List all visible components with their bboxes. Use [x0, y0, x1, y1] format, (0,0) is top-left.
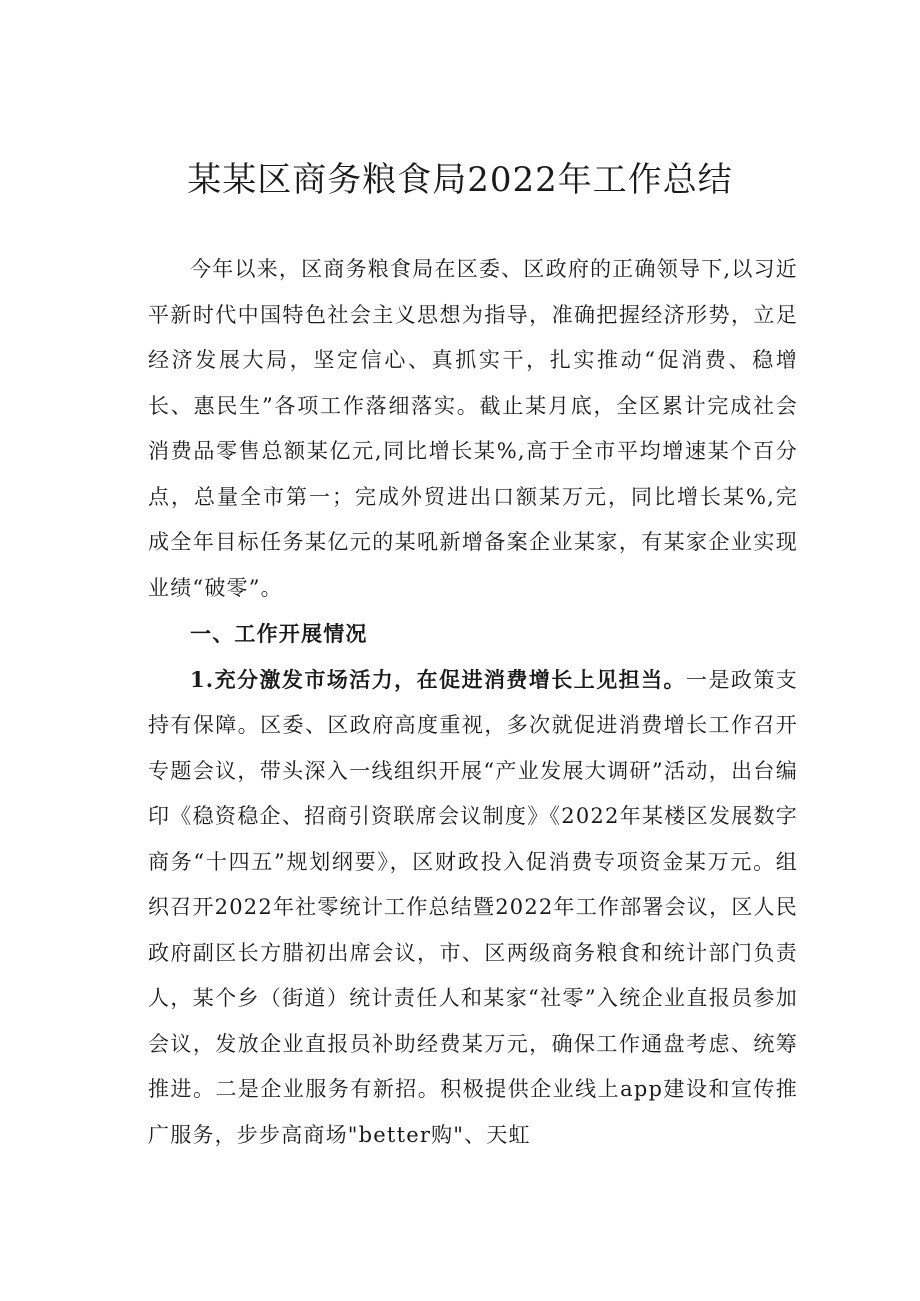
document-body [148, 247, 798, 1158]
item-1-paragraph [148, 657, 798, 1159]
document-title: 某某区商务粮食局2022年工作总结 [187, 160, 733, 200]
intro-paragraph: 今年以来，区商务粮食局在区委、区政府的正确领导下,以习近平新时代中国特色社会主义思想为指导，准确把握经济形势，立足经济发展大局，坚定信心、真抓实干，扎实推动“促消费、稳增长、惠民生”各项工作落细落实。截止某月底，全区累计完成社会消费品零售总额某亿元,同比增长某%,高于全市平均增速某个百分点，总量全市第一；完成外贸进出口额某万元，同比增长某%,完成全年目标任务某亿元的某吼新增备案企业某家，有某家企业实现业绩“破零”。 [148, 257, 798, 600]
item-1-lead: 1.充分激发市场活力，在促进消费增长上见担当。 [190, 666, 686, 692]
section-heading: 一、工作开展情况 [190, 621, 368, 646]
item-1-text: 一是政策支持有保障。区委、区政府高度重视，多次就促进消费增长工作召开专题会议，带头深入一线组织开展“产业发展大调研”活动，出台编印《稳资稳企、招商引资联席会议制度》《2022年某楼区发展数字商务“十四五”规划纲要》，区财政投入促消费专项资金某万元。组织召开2022年社零统计工作总结暨2022年工作部署会议，区人民政府副区长方腊初出席会议，市、区两级商务粮食和统计部门负责人，某个乡（街道）统计责任人和某家“社零”入统企业直报员参加会议，发放企业直报员补助经费某万元，确保工作通盘考虑、统筹推进。二是企业服务有新招。积极提供企业线上app建设和宣传推广服务，步步高商场"better购"、天虹 [148, 667, 798, 1147]
